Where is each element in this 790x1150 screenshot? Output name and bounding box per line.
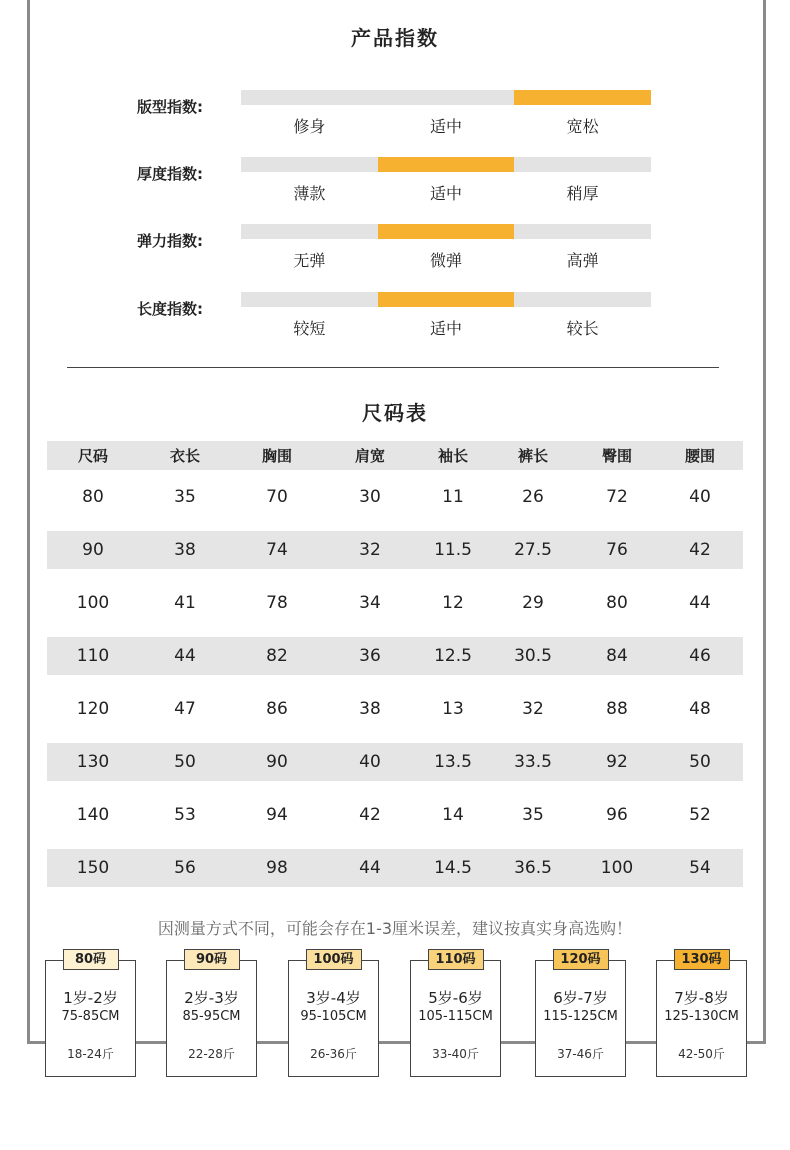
table-cell: 30 [359,486,381,507]
table-cell: 94 [266,804,288,825]
size-tag: 110码 [428,949,484,970]
measurement-note: 因测量方式不同，可能会存在1-3厘米误差，建议按真实身高选购！ [157,919,633,938]
index-segment-selected [378,292,515,307]
table-cell: 54 [689,857,711,878]
table-header-cell: 裤长 [517,447,548,465]
table-row [47,531,743,569]
table-header-cell: 肩宽 [354,447,385,465]
age-range: 6岁-7岁 [553,989,608,1007]
index-option-label: 高弹 [566,251,599,270]
table-cell: 41 [174,592,196,613]
table-row [47,576,743,629]
weight-range: 37-46斤 [557,1047,604,1061]
table-cell: 78 [266,592,288,613]
table-cell: 44 [359,857,381,878]
index-option-label: 微弹 [430,251,463,270]
table-cell: 44 [174,645,196,666]
index-option-label: 薄款 [293,184,326,203]
table-cell: 86 [266,698,288,719]
table-cell: 13 [442,698,464,719]
table-cell: 84 [606,645,628,666]
height-range: 115-125CM [543,1009,618,1024]
table-cell: 56 [174,857,196,878]
table-header-cell: 臀围 [601,447,632,465]
table-cell: 32 [522,698,544,719]
index-option-label: 修身 [293,117,326,136]
index-option-label: 适中 [430,117,463,136]
table-cell: 36.5 [514,857,552,878]
table-cell: 53 [174,804,196,825]
table-cell: 82 [266,645,288,666]
index-options [241,316,651,339]
table-cell: 36 [359,645,381,666]
index-segment [378,90,515,105]
index-row [0,157,790,217]
table-cell: 27.5 [514,539,552,560]
index-row [0,292,790,352]
table-cell: 12 [442,592,464,613]
table-header-cell: 袖长 [437,447,468,465]
size-tag: 120码 [553,949,609,970]
table-cell: 40 [689,486,711,507]
table-header-row [47,441,743,470]
age-range: 2岁-3岁 [184,989,239,1007]
table-header-cell: 腰围 [684,447,715,465]
index-segment [514,292,651,307]
table-cell: 44 [689,592,711,613]
age-range: 3岁-4岁 [306,989,361,1007]
table-cell: 96 [606,804,628,825]
size-tag: 130码 [674,949,730,970]
index-label: 版型指数: [137,98,203,116]
index-option-label: 稍厚 [566,184,599,203]
table-cell: 11 [442,486,464,507]
table-cell: 26 [522,486,544,507]
table-cell: 13.5 [434,751,472,772]
table-cell: 33.5 [514,751,552,772]
weight-range: 18-24斤 [67,1047,114,1061]
table-row [47,743,743,781]
table-cell: 11.5 [434,539,472,560]
table-cell: 14.5 [434,857,472,878]
table-row [47,682,743,735]
index-label: 厚度指数: [137,165,203,183]
table-row [47,849,743,887]
index-option-label: 无弹 [293,251,326,270]
table-cell: 40 [359,751,381,772]
table-header-cell: 衣长 [169,447,200,465]
table-cell: 38 [174,539,196,560]
size-card [535,952,626,1077]
table-cell: 12.5 [434,645,472,666]
table-cell: 74 [266,539,288,560]
table-cell: 35 [174,486,196,507]
table-cell: 47 [174,698,196,719]
size-card [656,952,747,1077]
table-cell: 90 [266,751,288,772]
index-segment-selected [378,224,515,239]
index-segment [514,157,651,172]
index-options [241,114,651,137]
table-cell: 30.5 [514,645,552,666]
table-cell: 50 [689,751,711,772]
height-range: 125-130CM [664,1009,739,1024]
table-cell: 35 [522,804,544,825]
index-option-label: 较短 [293,319,326,338]
index-options [241,248,651,271]
table-cell: 32 [359,539,381,560]
size-table [47,441,743,894]
table-cell: 110 [76,645,110,666]
size-card [288,952,379,1077]
table-cell: 46 [689,645,711,666]
table-cell: 42 [689,539,711,560]
index-bar [241,157,651,172]
size-card [166,952,257,1077]
size-tag: 100码 [306,949,362,970]
size-chart-title: 尺码表 [362,401,428,425]
table-cell: 130 [76,751,110,772]
size-card [410,952,501,1077]
index-option-label: 较长 [566,319,599,338]
index-segment [241,224,378,239]
table-cell: 50 [174,751,196,772]
table-cell: 150 [76,857,110,878]
weight-range: 26-36斤 [310,1047,357,1061]
table-cell: 120 [76,698,110,719]
table-header-cell: 尺码 [77,447,108,465]
index-segment [241,292,378,307]
size-tag: 80码 [63,949,119,970]
table-row [47,788,743,841]
table-cell: 70 [266,486,288,507]
height-range: 95-105CM [300,1009,367,1024]
index-segment-selected [514,90,651,105]
table-cell: 80 [82,486,104,507]
table-cell: 76 [606,539,628,560]
age-range: 5岁-6岁 [428,989,483,1007]
age-range: 7岁-8岁 [674,989,729,1007]
table-cell: 29 [522,592,544,613]
product-index-title: 产品指数 [351,26,439,50]
table-cell: 48 [689,698,711,719]
age-range: 1岁-2岁 [63,989,118,1007]
table-header-cell: 胸围 [261,447,292,465]
height-range: 85-95CM [182,1009,241,1024]
table-row [47,470,743,523]
table-cell: 90 [82,539,104,560]
index-label: 长度指数: [137,300,203,318]
table-cell: 98 [266,857,288,878]
table-cell: 100 [600,857,634,878]
index-label: 弹力指数: [137,232,203,250]
index-segment [241,90,378,105]
table-cell: 42 [359,804,381,825]
index-option-label: 适中 [430,319,463,338]
table-cell: 38 [359,698,381,719]
table-cell: 52 [689,804,711,825]
table-cell: 14 [442,804,464,825]
index-options [241,181,651,204]
divider [67,367,719,368]
table-cell: 140 [76,804,110,825]
table-cell: 72 [606,486,628,507]
table-cell: 100 [76,592,110,613]
table-row [47,637,743,675]
size-tag: 90码 [184,949,240,970]
index-segment [514,224,651,239]
table-cell: 80 [606,592,628,613]
index-bar [241,292,651,307]
size-card [45,952,136,1077]
index-row [0,224,790,284]
index-segment-selected [378,157,515,172]
index-row [0,90,790,150]
index-segment [241,157,378,172]
table-cell: 88 [606,698,628,719]
weight-range: 33-40斤 [432,1047,479,1061]
index-option-label: 适中 [430,184,463,203]
index-option-label: 宽松 [566,117,599,136]
weight-range: 42-50斤 [678,1047,725,1061]
index-bar [241,90,651,105]
table-cell: 92 [606,751,628,772]
weight-range: 22-28斤 [188,1047,235,1061]
height-range: 105-115CM [418,1009,493,1024]
height-range: 75-85CM [61,1009,120,1024]
index-bar [241,224,651,239]
table-cell: 34 [359,592,381,613]
